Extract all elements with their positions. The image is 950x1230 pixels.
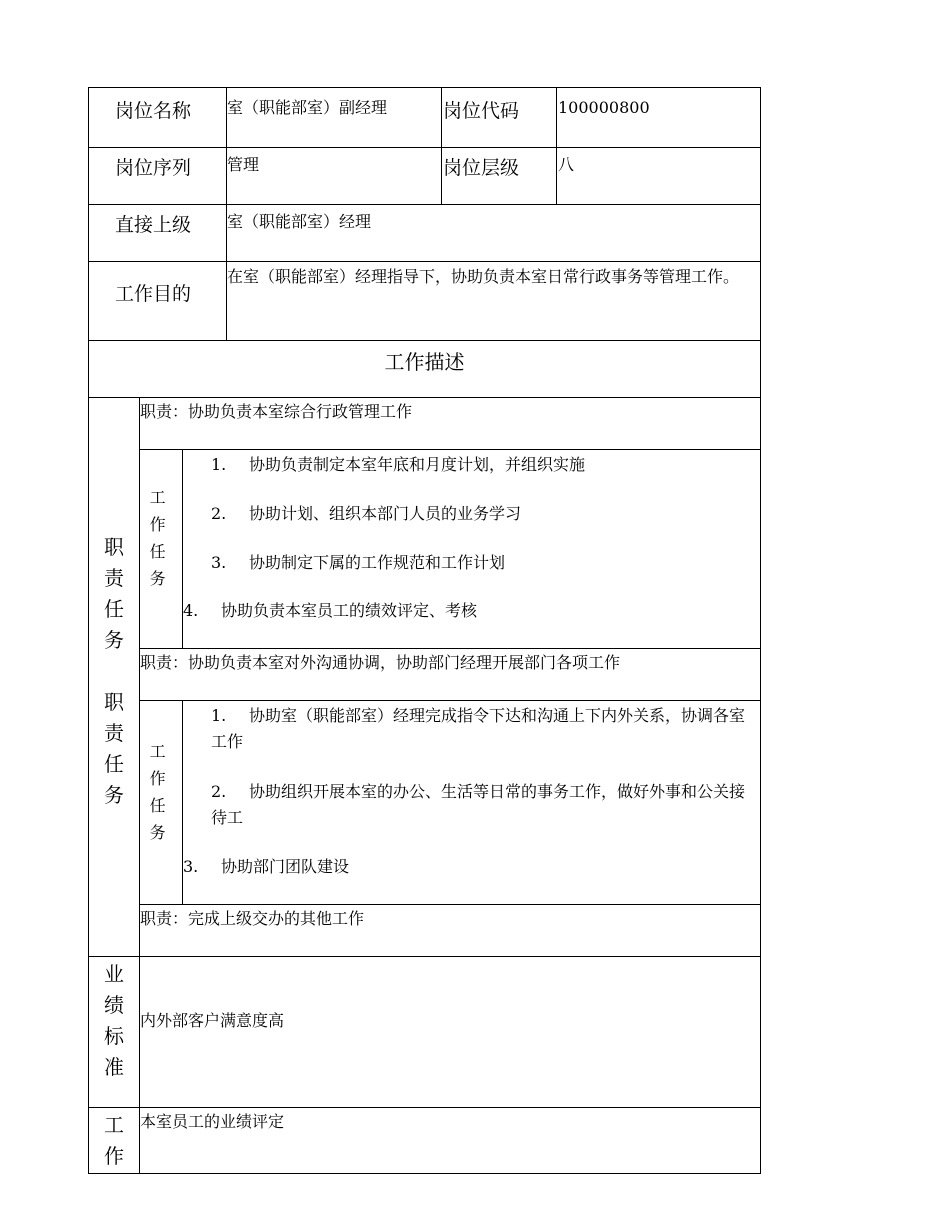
position-name-label: 岗位名称: [115, 100, 192, 122]
label-char: 工: [149, 488, 166, 507]
label-char: 责: [104, 721, 124, 745]
task-vertical-label: [148, 484, 167, 592]
work-vertical-label: [102, 1110, 126, 1172]
table-border: [760, 87, 761, 1174]
task-item: [183, 854, 753, 880]
task-text: 协助部门团队建设: [221, 857, 350, 876]
duty-title: 职责：协助负责本室对外沟通协调，协助部门经理开展部门各项工作: [140, 653, 621, 672]
task-text: 协助组织开展本室的办公、生活等日常的事务工作，做好外事和公关接待工: [211, 782, 746, 827]
row-divider: [88, 204, 761, 205]
position-series-label: 岗位序列: [115, 157, 192, 179]
supervisor-label: 直接上级: [115, 214, 192, 236]
label-char: 务: [149, 823, 166, 842]
task-number: 1.: [211, 455, 227, 474]
task-number: 2.: [211, 504, 227, 523]
label-char: 务: [104, 783, 124, 807]
table-border: [88, 87, 89, 1174]
row-divider: [139, 700, 761, 701]
task-text: 协助负责制定本室年底和月度计划，并组织实施: [249, 455, 586, 474]
column-divider: [441, 87, 442, 205]
label-char: 责: [104, 566, 124, 590]
label-char: 务: [149, 569, 166, 588]
row-divider: [88, 147, 761, 148]
supervisor-value: 室（职能部室）经理: [227, 212, 372, 231]
label-char: 任: [149, 542, 166, 561]
label-char: 作: [149, 769, 166, 788]
row-divider: [88, 1107, 761, 1108]
table-border: [88, 87, 761, 88]
task-number: 1.: [211, 706, 227, 725]
position-code-value: 100000800: [558, 98, 650, 117]
task-text: 协助制定下属的工作规范和工作计划: [249, 553, 506, 572]
row-divider: [88, 397, 761, 398]
position-name-value: 室（职能部室）副经理: [227, 98, 388, 117]
task-number: 3.: [183, 857, 199, 876]
label-char: 职: [104, 690, 124, 714]
label-char: 绩: [104, 993, 124, 1017]
duty-title: 职责：协助负责本室综合行政管理工作: [140, 402, 413, 421]
task-number: 2.: [211, 782, 227, 801]
label-char: 准: [104, 1055, 124, 1079]
row-divider: [139, 648, 761, 649]
purpose-label: 工作目的: [115, 283, 192, 305]
task-item: [211, 452, 756, 478]
duties-vertical-label: [102, 532, 126, 811]
task-vertical-label: [148, 738, 167, 846]
task-item: [183, 598, 753, 624]
task-item: [211, 550, 756, 576]
label-char: 务: [104, 628, 124, 652]
task-text: 协助计划、组织本部门人员的业务学习: [249, 504, 522, 523]
label-char: 作: [149, 515, 166, 534]
label-char: 工: [149, 742, 166, 761]
position-level-label: 岗位层级: [443, 157, 520, 179]
section-title: 工作描述: [384, 350, 465, 374]
label-char: 作: [104, 1144, 124, 1168]
performance-value: 内外部客户满意度高: [140, 1011, 285, 1030]
label-char: 工: [104, 1113, 124, 1137]
task-item: [211, 501, 756, 527]
label-char: 标: [104, 1024, 124, 1048]
row-divider: [88, 261, 761, 262]
task-item: [211, 779, 756, 831]
row-divider: [139, 449, 761, 450]
position-code-label: 岗位代码: [443, 100, 520, 122]
duty-title: 职责：完成上级交办的其他工作: [140, 909, 365, 928]
label-char: 任: [149, 796, 166, 815]
label-char: 任: [104, 752, 124, 776]
row-divider: [88, 340, 761, 341]
label-char: 职: [104, 535, 124, 559]
task-number: 4.: [183, 601, 199, 620]
task-item: [211, 703, 756, 755]
performance-vertical-label: [102, 959, 126, 1083]
task-text: 协助室（职能部室）经理完成指令下达和沟通上下内外关系，协调各室工作: [211, 706, 746, 751]
purpose-value: 在室（职能部室）经理指导下，协助负责本室日常行政事务等管理工作。: [227, 267, 740, 286]
column-divider: [139, 397, 140, 1174]
task-number: 3.: [211, 553, 227, 572]
label-char: 业: [104, 962, 124, 986]
task-text: 协助负责本室员工的绩效评定、考核: [221, 601, 478, 620]
label-char: [102, 656, 126, 687]
position-series-value: 管理: [227, 155, 260, 174]
label-char: 任: [104, 597, 124, 621]
column-divider: [556, 87, 557, 205]
table-border: [88, 1173, 761, 1174]
position-level-value: 八: [558, 155, 575, 174]
row-divider: [88, 956, 761, 957]
row-divider: [139, 904, 761, 905]
work-value: 本室员工的业绩评定: [140, 1112, 285, 1131]
